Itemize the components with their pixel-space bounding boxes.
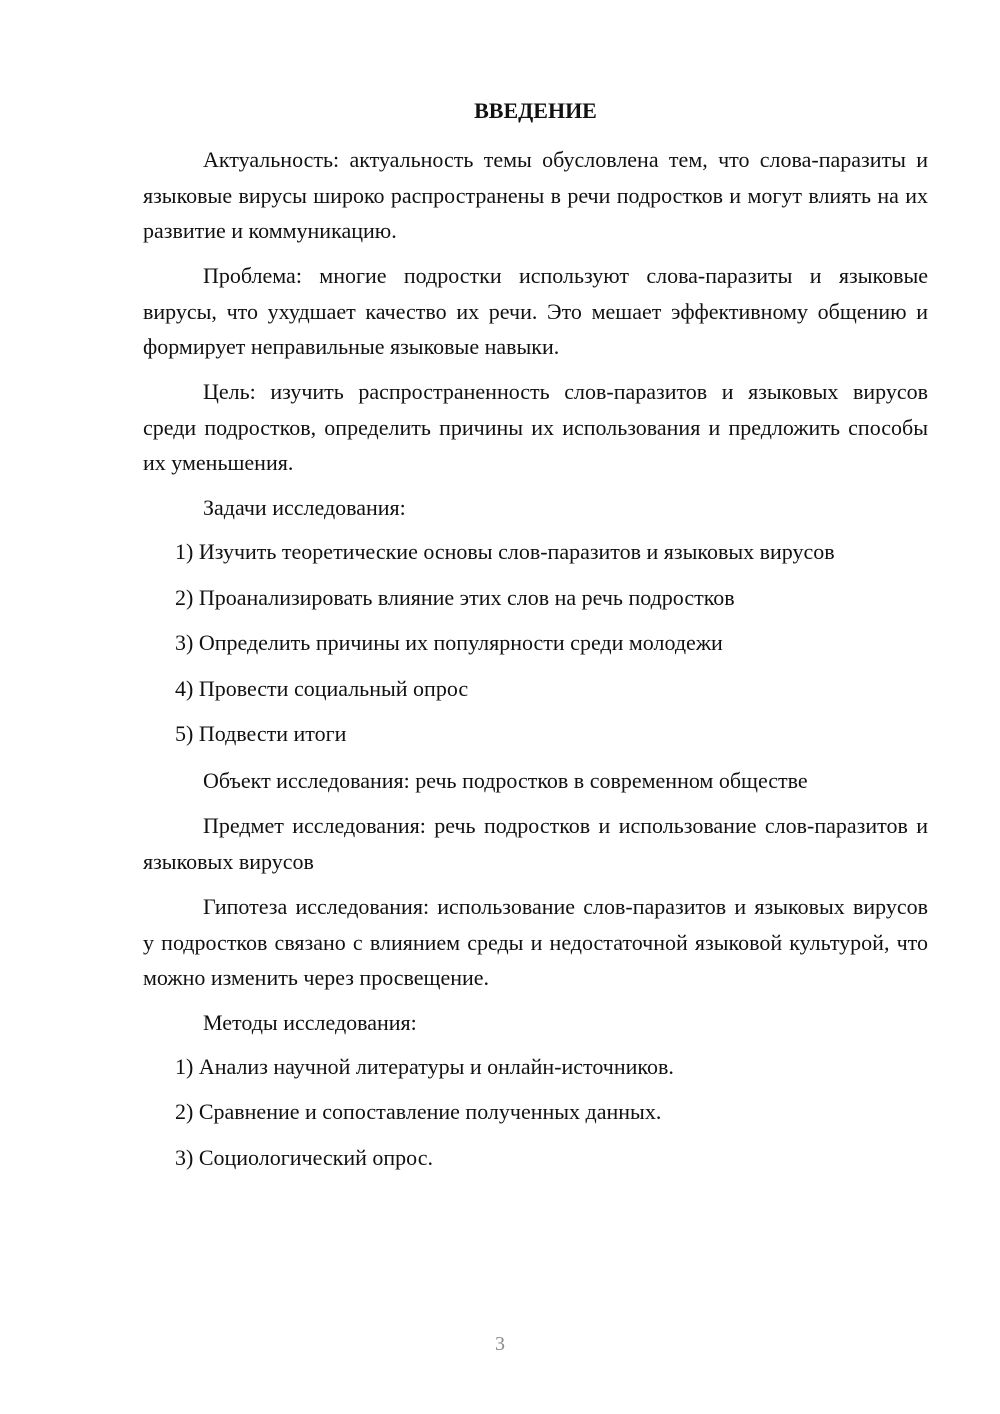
task-item: 3) Определить причины их популярности среди молодежи <box>175 630 723 655</box>
task-item: 4) Провести социальный опрос <box>175 676 469 701</box>
method-item: 2) Сравнение и сопоставление полученных данных. <box>175 1099 662 1124</box>
task-item: 5) Подвести итоги <box>175 721 347 746</box>
task-item: 2) Проанализировать влияние этих слов на речь подростков <box>175 585 735 610</box>
task-item: 1) Изучить теоретические основы слов-паразитов и языковых вирусов <box>175 539 835 564</box>
page-title: ВВЕДЕНИЕ <box>474 98 597 123</box>
method-item: 1) Анализ научной литературы и онлайн-источников. <box>175 1054 674 1079</box>
methods-heading: Методы исследования: <box>203 1010 417 1035</box>
actuality-paragraph: Актуальность: актуальность темы обусловлена тем, что слова-паразиты и языковые вирусы широко распространены в речи подростков и могут влиять на их развитие и коммуникацию. <box>143 147 928 243</box>
object-paragraph: Объект исследования: речь подростков в современном обществе <box>203 768 808 793</box>
subject-paragraph: Предмет исследования: речь подростков и использование слов-паразитов и языковых вирусов <box>143 813 928 874</box>
tasks-heading: Задачи исследования: <box>203 495 406 520</box>
hypothesis-paragraph: Гипотеза исследования: использование слов-паразитов и языковых вирусов у подростков связано с влиянием среды и недостаточной языковой культурой, что можно изменить через просвещение. <box>143 894 928 990</box>
method-item: 3) Социологический опрос. <box>175 1145 433 1170</box>
goal-paragraph: Цель: изучить распространенность слов-паразитов и языковых вирусов среди подростков, определить причины их использования и предложить способы их уменьшения. <box>143 379 928 475</box>
problem-paragraph: Проблема: многие подростки используют слова-паразиты и языковые вирусы, что ухудшает качество их речи. Это мешает эффективному общению и формирует неправильные языковые навыки. <box>143 263 928 359</box>
page-number: 3 <box>495 1333 505 1355</box>
